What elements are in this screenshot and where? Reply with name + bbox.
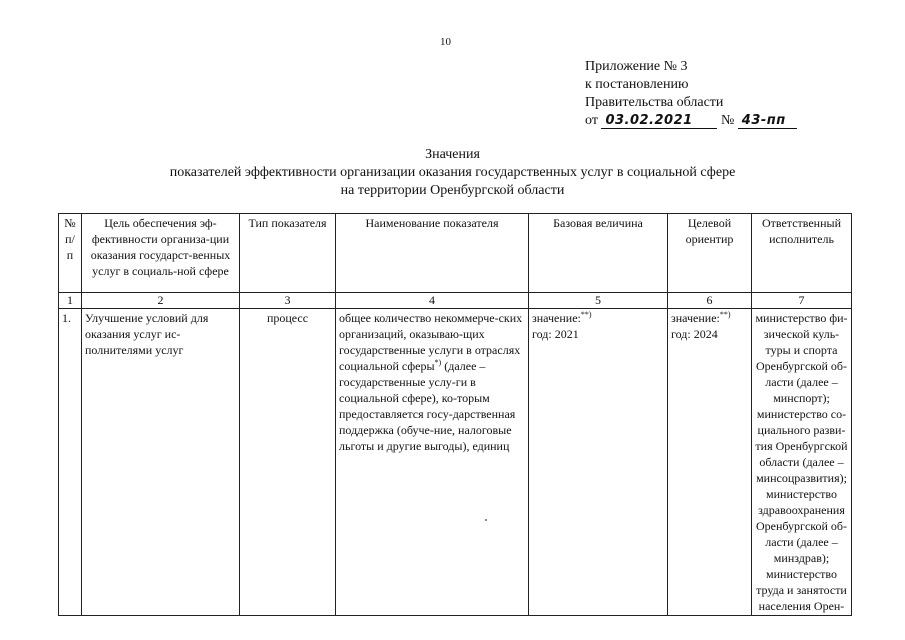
header-cell: Ответственный исполнитель <box>752 214 852 293</box>
column-number: 1 <box>59 293 82 309</box>
header-cell: Цель обеспечения эф-фективности организа-ции оказания государст-венных услуг в социаль-ной сфере <box>82 214 240 293</box>
footnote-mark: **) <box>719 310 731 319</box>
document-title <box>0 146 905 200</box>
appendix-line-1: Приложение № 3 <box>585 59 688 74</box>
header-cell: № п/п <box>59 214 82 293</box>
header-cell: Тип показателя <box>240 214 336 293</box>
header-cell: Целевой ориентир <box>668 214 752 293</box>
appendix-block <box>585 58 797 130</box>
title-line-3: на территории Оренбургской области <box>340 183 565 198</box>
title-line-1: Значения <box>425 147 480 162</box>
appendix-date-line <box>585 112 797 130</box>
appendix-line-2: к постановлению <box>585 77 689 92</box>
base-value-label: значение: <box>532 311 581 325</box>
goal-cell: Улучшение условий для оказания услуг ис-полнителями услуг <box>82 309 240 616</box>
page-number: 10 <box>440 36 451 48</box>
indicators-table <box>58 213 852 616</box>
column-number: 4 <box>336 293 529 309</box>
header-cell: Базовая величина <box>529 214 668 293</box>
table-row <box>59 309 852 616</box>
indicator-name-part-2: (далее – государственные услу-ги в социальной сфере), ко-торым предоставляется госу-дарственная поддержка (обуче-ние, налоговые льготы и другие выгоды), единиц <box>339 359 516 453</box>
target-value-cell <box>668 309 752 616</box>
column-number: 6 <box>668 293 752 309</box>
footnote-mark: *) <box>434 358 442 367</box>
target-year: год: 2024 <box>671 327 718 341</box>
type-cell: процесс <box>240 309 336 616</box>
responsible-cell: министерство фи-зической куль-туры и спорта Оренбургской об-ласти (далее – минспорт); министерство со-циального разви-тия Оренбургской области (далее – минсоцразвития); министерство здравоохранения Оренбургской об-ласти (далее – минздрав); министерство труда и занятости населения Орен- <box>752 309 852 616</box>
indicator-name-part-1: общее количество некоммерче-ских организаций, оказываю-щих государственные услуги в отраслях социальной сферы <box>339 311 523 373</box>
base-value-cell <box>529 309 668 616</box>
header-cell: Наименование показателя <box>336 214 529 293</box>
handwritten-date: 03.02.2021 <box>601 114 717 129</box>
column-number: 7 <box>752 293 852 309</box>
table-header-row <box>59 214 852 293</box>
row-number: 1. <box>59 309 82 616</box>
date-prefix: от <box>585 113 598 128</box>
scan-speck <box>485 519 487 521</box>
footnote-mark: **) <box>580 310 592 319</box>
number-prefix: № <box>720 113 735 128</box>
base-year: год: 2021 <box>532 327 579 341</box>
appendix-line-3: Правительства области <box>585 95 724 110</box>
column-number: 5 <box>529 293 668 309</box>
column-number: 2 <box>82 293 240 309</box>
indicator-name-cell <box>336 309 529 616</box>
handwritten-number: 43-пп <box>738 114 797 129</box>
column-number-row <box>59 293 852 309</box>
title-line-2: показателей эффективности организации оказания государственных услуг в социальной сфере <box>169 165 736 180</box>
target-value-label: значение: <box>671 311 720 325</box>
column-number: 3 <box>240 293 336 309</box>
